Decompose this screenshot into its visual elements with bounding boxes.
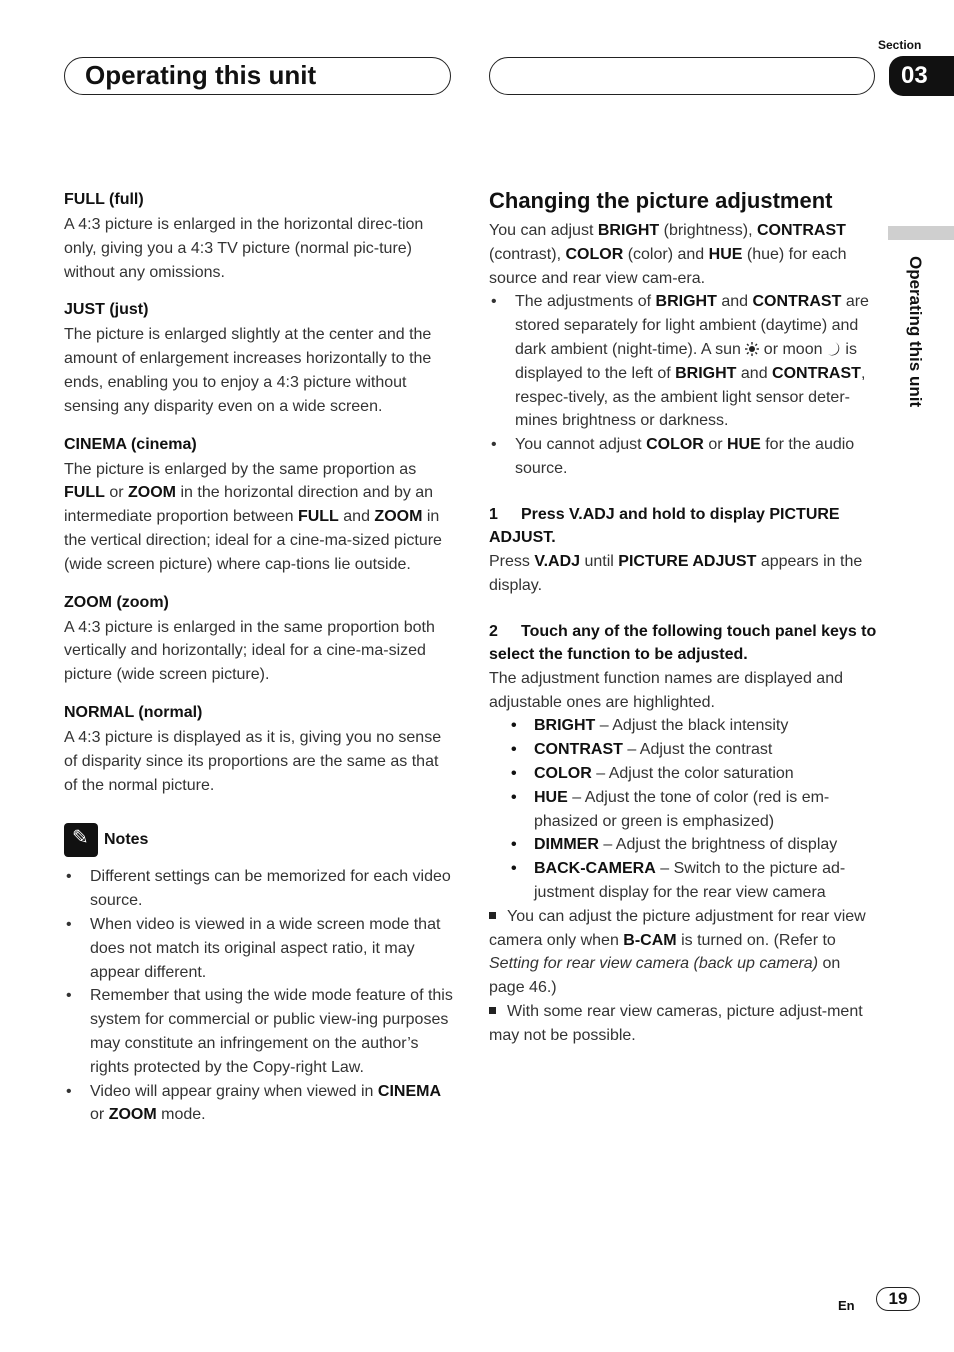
step-2-heading: 2 Touch any of the following touch panel keys to select the function to be adjusted. <box>489 622 877 664</box>
note-item: • Remember that using the wide mode feature of this system for commercial or public view-ing purposes may constitute an infringement on the author’s rights protected by the Copy-right Law. <box>64 984 454 1079</box>
page-number: 19 <box>876 1287 920 1311</box>
page-title: Operating this unit <box>85 60 317 90</box>
section-label: Section <box>878 38 922 52</box>
page-title-box <box>64 57 451 95</box>
option-contrast: • CONTRAST – Adjust the contrast <box>489 738 879 762</box>
normal-mode-heading: NORMAL (normal) <box>64 703 203 721</box>
note-item: • Video will appear grainy when viewed in CINEMA or ZOOM mode. <box>64 1080 454 1128</box>
moon-icon <box>827 341 841 357</box>
square-bullet-icon <box>489 912 496 919</box>
option-back-camera: • BACK-CAMERA – Switch to the picture ad-justment display for the rear view camera <box>489 857 879 905</box>
intro-paragraph: You can adjust BRIGHT (brightness), CONTRAST (contrast), COLOR (color) and HUE (hue) for each source and rear view cam-era. <box>489 222 847 287</box>
left-column <box>64 188 454 1127</box>
header-blank-box <box>489 57 875 95</box>
square-bullet-icon <box>489 1007 496 1014</box>
note-item: • When video is viewed in a wide screen mode that does not match its original aspect ratio, it may appear different. <box>64 913 454 984</box>
full-mode-description: A 4:3 picture is enlarged in the horizontal direc-tion only, giving you a 4:3 TV picture (normal pic-ture) without any omissions. <box>64 216 424 281</box>
notes-heading <box>64 823 454 857</box>
option-dimmer: • DIMMER – Adjust the brightness of display <box>489 833 879 857</box>
option-bright: • BRIGHT – Adjust the black intensity <box>489 714 879 738</box>
full-mode-heading: FULL (full) <box>64 191 144 208</box>
zoom-mode-description: A 4:3 picture is enlarged in the same proportion both vertically and horizontally; ideal for a cine-ma-sized picture (wide screen picture). <box>64 618 435 684</box>
side-tab-label: Operating this unit <box>906 256 925 408</box>
intro-bullets <box>489 290 879 480</box>
step-2-body: The adjustment function names are displayed and adjustable ones are highlighted. <box>489 669 843 711</box>
bullet-item: • You cannot adjust COLOR or HUE for the audio source. <box>489 433 879 481</box>
step-1-heading: 1 Press V.ADJ and hold to display PICTURE ADJUST. <box>489 505 840 547</box>
sun-icon <box>745 342 759 356</box>
pencil-icon <box>64 823 98 857</box>
note-item: • Different settings can be memorized for each video source. <box>64 865 454 913</box>
side-tab-marker <box>888 226 954 240</box>
normal-mode-description: A 4:3 picture is displayed as it is, giving you no sense of disparity since its proportions are the same as that of the normal picture. <box>64 728 442 794</box>
notes-title: Notes <box>104 831 149 849</box>
bullet-item: • The adjustments of BRIGHT and CONTRAST are stored separately for light ambient (daytime) and dark ambient (night-time). A sun or moon is displayed to the left of BRIGHT and CONTRAST, respec-tively, as the ambient light sensor deter-mines brightness or darkness. <box>489 290 879 433</box>
option-hue: • HUE – Adjust the tone of color (red is em-phasized or green is emphasized) <box>489 786 879 834</box>
zoom-mode-heading: ZOOM (zoom) <box>64 593 169 611</box>
just-mode-heading: JUST (just) <box>64 301 149 319</box>
right-column <box>489 186 879 1047</box>
cinema-mode-heading: CINEMA (cinema) <box>64 435 197 453</box>
section-heading: Changing the picture adjustment <box>489 188 833 213</box>
square-note-1: You can adjust the picture adjustment for rear view camera only when B-CAM is turned on. (Refer to Setting for rear view camera (back up camera) on page 46.) <box>489 907 866 997</box>
option-color: • COLOR – Adjust the color saturation <box>489 762 879 786</box>
just-mode-description: The picture is enlarged slightly at the center and the amount of enlargement increases horizontally to the ends, enabling you to enjoy a 4:3 picture without sensing any disparity even on a wide screen. <box>64 326 432 415</box>
step-1-body: Press V.ADJ until PICTURE ADJUST appears in the display. <box>489 552 863 594</box>
notes-list <box>64 865 454 1127</box>
adjustment-options-list <box>489 714 879 904</box>
cinema-mode-description: The picture is enlarged by the same proportion as FULL or ZOOM in the horizontal direction and by an intermediate proportion between FULL and ZOOM in the vertical direction; ideal for a cine-ma-sized picture (wide screen picture) where cap-tions lie outside. <box>64 460 442 573</box>
language-label: En <box>838 1298 855 1313</box>
square-note-2: With some rear view cameras, picture adjust-ment may not be possible. <box>489 1002 863 1044</box>
section-number-badge: 03 <box>889 56 954 96</box>
